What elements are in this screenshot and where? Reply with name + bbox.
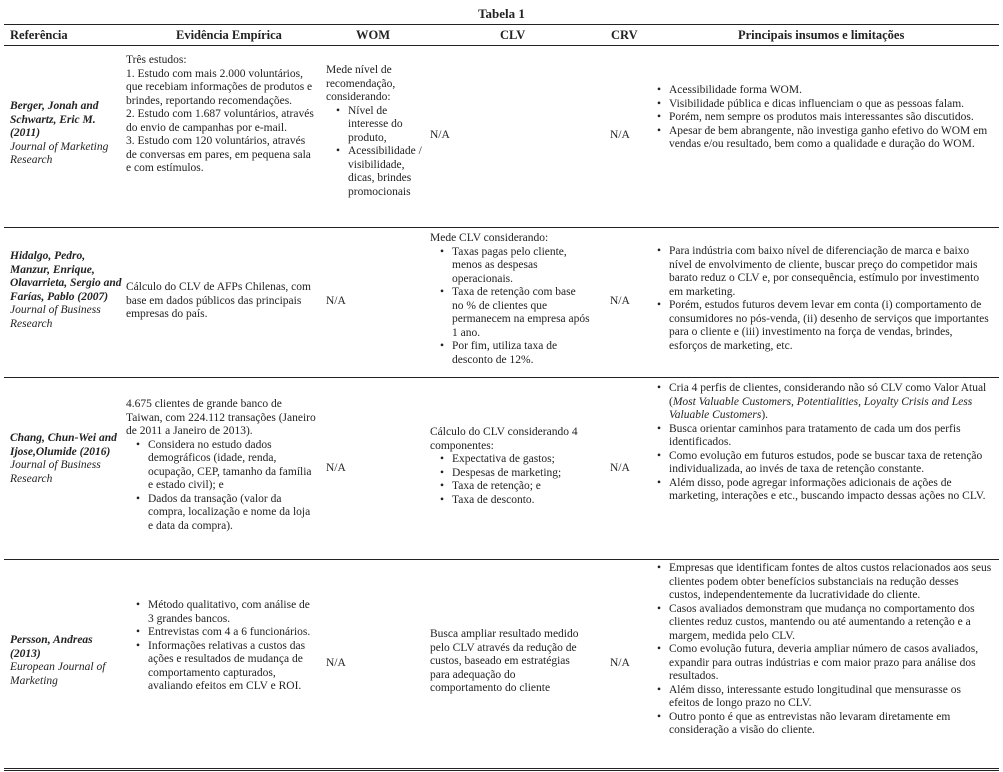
reference-cell: [10, 634, 122, 688]
list-item: • Outro ponto é que as entrevistas não levaram diretamente em consideração a visão do cliente.: [657, 711, 993, 738]
header-evidencia: Evidência Empírica: [176, 28, 282, 42]
evidence-line: 2. Estudo com 1.687 voluntários, através do envio de campanhas por e-mail.: [126, 108, 314, 134]
evidence-line: Três estudos:: [126, 54, 187, 66]
list-item: • Taxa de retenção com base no % de clientes que permanecem na empresa após 1 ano.: [440, 286, 590, 340]
list-item: • Acessibilidade / visibilidade, dicas, brindes promocionais: [336, 145, 422, 199]
journal: European Journal of Marketing: [10, 661, 106, 687]
list-item: • Despesas de marketing;: [440, 467, 590, 481]
wom-intro: Mede nível de recomendação, considerando:: [326, 64, 396, 103]
crv-cell: N/A: [610, 295, 630, 307]
reference-cell: [10, 100, 122, 168]
list-item: • Informações relativas a custos das ações e resultados de mudança de comportamento capturados, avaliando efeitos em CLV e ROI.: [136, 640, 316, 694]
profile-names: Most Valuable Customers, Potentialities, Loyalty Crisis and Less Valuable Customers: [669, 395, 973, 421]
table-row: [0, 46, 1003, 226]
insights-cell: [657, 245, 993, 353]
insights-cell: [657, 562, 993, 738]
list-item: • Como evolução em futuros estudos, pode se buscar taxa de retenção individualizada, ao invés de taxa de retenção constante.: [657, 450, 993, 477]
crv-cell: N/A: [610, 462, 630, 474]
list-item: • Por fim, utiliza taxa de desconto de 12%.: [440, 340, 590, 367]
list-item: [657, 382, 993, 423]
list-item: • Como evolução futura, deveria ampliar número de casos avaliados, expandir para outras indústrias e com maior prazo para análise dos resultados.: [657, 643, 993, 684]
list-item: • Apesar de bem abrangente, não investiga ganho efetivo do WOM em vendas e/ou resultado, bem como a qualidade e duração do WOM.: [657, 125, 993, 152]
reference-cell: [10, 432, 122, 486]
evidence-cell: [126, 599, 316, 694]
list-item: • Além disso, pode agregar informações adicionais de ações de marketing, interações e etc., buscando impacto dessas ações no CLV.: [657, 477, 993, 504]
wom-cell: [326, 64, 422, 199]
clv-cell: [430, 426, 590, 507]
header-referencia: Referência: [10, 28, 68, 42]
wom-cell: N/A: [326, 295, 346, 307]
header-insumos: Principais insumos e limitações: [738, 28, 905, 42]
authors: Chang, Chun-Wei and Ijose,Olumide (2016): [10, 432, 117, 458]
insights-cell: [657, 382, 993, 504]
evidence-line: 3. Estudo com 120 voluntários, através de conversas em pares, em pequena sala e com estímulos.: [126, 135, 311, 174]
header-clv: CLV: [500, 28, 526, 42]
clv-intro: Mede CLV considerando:: [430, 232, 549, 244]
insight-text: Cria 4 perfis de clientes, considerando não só CLV como Valor Atual (: [669, 382, 987, 408]
header-wom: WOM: [356, 28, 391, 42]
top-rule: [4, 24, 999, 25]
list-item: • Porém, nem sempre os produtos mais interessantes são discutidos.: [657, 111, 993, 125]
insights-cell: [657, 84, 993, 152]
clv-cell: N/A: [430, 129, 450, 141]
table-caption: Tabela 1: [478, 6, 525, 21]
evidence-cell: [126, 398, 316, 533]
clv-cell: Busca ampliar resultado medido pelo CLV através da redução de custos, baseado em estratégias para adequação do comportamento do cliente: [430, 628, 579, 694]
list-item: • Método qualitativo, com análise de 3 grandes bancos.: [136, 599, 316, 626]
authors: Hidalgo, Pedro, Manzur, Enrique, Olavarrieta, Sergio and Farías, Pablo (2007): [10, 250, 122, 303]
evidence-cell: [126, 54, 316, 176]
clv-intro: Cálculo do CLV considerando 4 componentes:: [430, 426, 578, 452]
authors: Persson, Andreas (2013): [10, 634, 93, 660]
list-item: • Visibilidade pública e dicas influenciam o que as pessoas falam.: [657, 98, 993, 112]
evidence-intro: 4.675 clientes de grande banco de Taiwan, com 224.112 transações (Janeiro de 2011 a Janeiro de 2013).: [126, 398, 316, 437]
list-item: • Busca orientar caminhos para tratamento de cada um dos perfis identificados.: [657, 423, 993, 450]
evidence-line: 1. Estudo com mais 2.000 voluntários, que recebiam informações de produtos e brindes, reportando recomendações.: [126, 67, 313, 107]
clv-cell: [430, 232, 590, 367]
wom-cell: N/A: [326, 462, 346, 474]
table-row: [0, 228, 1003, 376]
list-item: • Dados da transação (valor da compra, localização e nome da loja e data da compra).: [136, 493, 316, 534]
journal: Journal of Marketing Research: [10, 140, 109, 166]
list-item: • Casos avaliados demonstram que mudança no comportamento dos clientes reduz custos, mantendo ou até aumentando a retenção e a margem, medida pelo CLV.: [657, 603, 993, 644]
insight-text: ).: [761, 409, 769, 421]
crv-cell: N/A: [610, 129, 630, 141]
wom-cell: N/A: [326, 657, 346, 669]
crv-cell: N/A: [610, 657, 630, 669]
list-item: • Considera no estudo dados demográficos (idade, renda, ocupação, CEP, tamanho da família e estado civil); e: [136, 439, 316, 493]
list-item: • Nível de interesse do produto,: [336, 105, 422, 146]
journal: Journal of Business Research: [10, 304, 101, 330]
list-item: • Taxas pagas pelo cliente, menos as despesas operacionais.: [440, 246, 590, 287]
bottom-rule: [4, 768, 999, 769]
reference-cell: [10, 250, 122, 331]
list-item: • Taxa de retenção; e: [440, 480, 590, 494]
bottom-rule-double: [4, 770, 999, 771]
evidence-cell: Cálculo do CLV de AFPs Chilenas, com base em dados públicos das principais empresas do país.: [126, 281, 311, 320]
list-item: • Porém, estudos futuros devem levar em conta (i) comportamento de consumidores no pós-venda, (ii) desenho de serviços que importantes para o cliente e (iii) investimento na força de vendas, brindes, esforços de marketing, etc.: [657, 299, 993, 353]
journal: Journal of Business Research: [10, 459, 101, 485]
list-item: • Para indústria com baixo nível de diferenciação de marca e baixo nível de envolvimento de cliente, buscar preço do competidor mais barato reduz o CLV e, por consequência, estímulo por investimento em marketing.: [657, 245, 993, 299]
list-item: • Além disso, interessante estudo longitudinal que mensurasse os efeitos de longo prazo no CLV.: [657, 684, 993, 711]
list-item: • Empresas que identificam fontes de altos custos relacionados aos seus clientes podem obter benefícios substanciais na redução desses custos, independentemente da lucratividade do cliente.: [657, 562, 993, 603]
authors: Berger, Jonah and Schwartz, Eric M. (2011): [10, 100, 99, 139]
table-row: [0, 378, 1003, 558]
list-item: • Acessibilidade forma WOM.: [657, 84, 993, 98]
list-item: • Expectativa de gastos;: [440, 453, 590, 467]
list-item: • Entrevistas com 4 a 6 funcionários.: [136, 626, 316, 640]
header-crv: CRV: [611, 28, 638, 42]
list-item: • Taxa de desconto.: [440, 494, 590, 508]
table-row: [0, 560, 1003, 768]
